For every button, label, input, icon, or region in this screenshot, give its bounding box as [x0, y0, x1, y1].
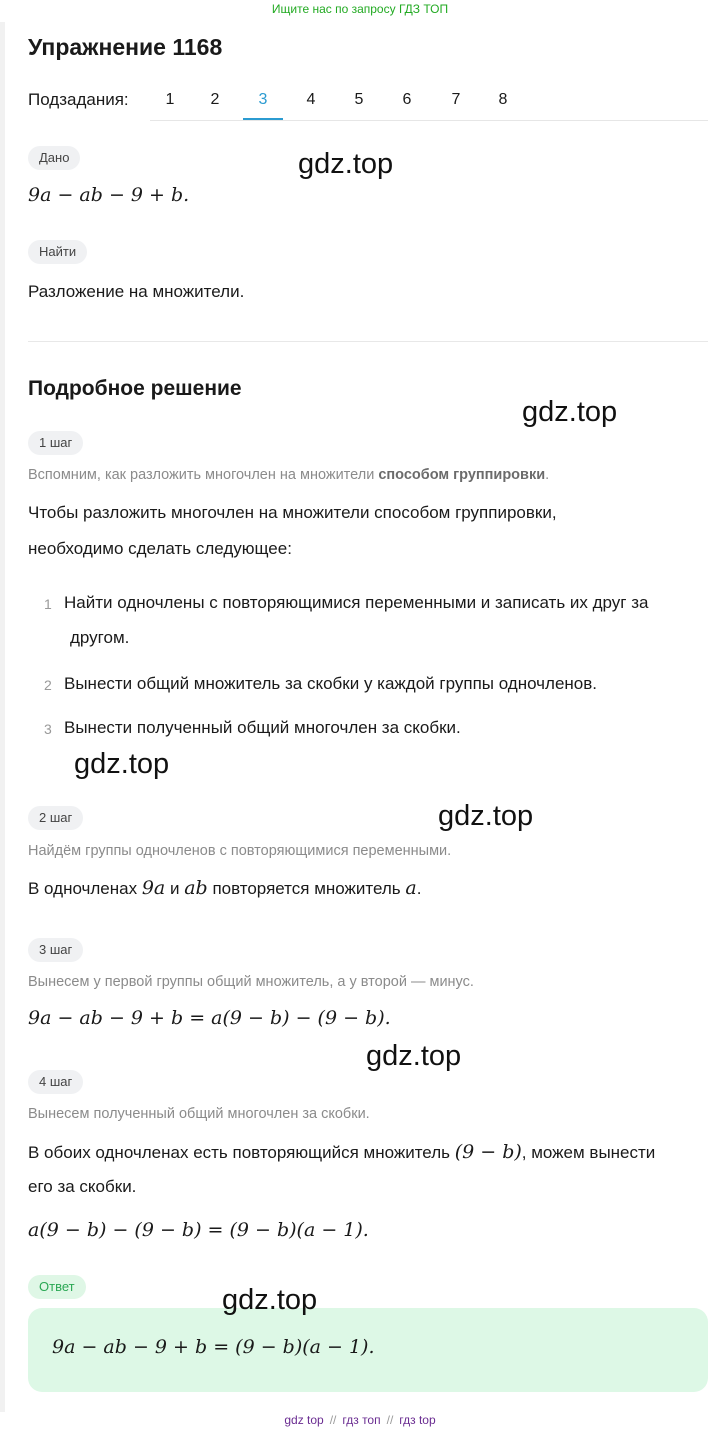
footer — [0, 1413, 720, 1427]
subtasks-tabs — [150, 82, 708, 121]
step-4-expression — [28, 1219, 369, 1241]
watermark: gdz.top — [74, 748, 170, 780]
list-item-number: 1 — [44, 596, 52, 612]
step-3-pill: 3 шаг — [28, 938, 83, 962]
list-item-3: Вынести полученный общий многочлен за скобки. — [64, 718, 461, 737]
step-4-text — [28, 1141, 708, 1163]
given-expression-text: 9a − ab − 9 + b. — [28, 184, 190, 206]
step-1-line-1: Чтобы разложить многочлен на множители способом группировки, — [28, 503, 557, 522]
footer-link-2[interactable]: гдз топ — [342, 1413, 381, 1427]
watermark: gdz.top — [222, 1284, 318, 1316]
step-4-pill: 4 шаг — [28, 1070, 83, 1094]
answer-pill: Ответ — [28, 1275, 86, 1299]
step-1-line-2: необходимо сделать следующее: — [28, 539, 292, 558]
step-3-hint: Вынесем у первой группы общий множитель, а у второй — минус. — [28, 974, 474, 990]
left-border — [0, 22, 5, 1412]
step-4-text-b: , можем вынести — [521, 1143, 656, 1162]
tab-8[interactable]: 8 — [498, 91, 508, 108]
given-pill: Дано — [28, 146, 80, 170]
list-item-1-line-2: другом. — [70, 628, 130, 647]
solution-title: Подробное решение — [28, 377, 242, 400]
footer-link-3[interactable]: гдз top — [399, 1413, 436, 1427]
step-2-text-d: . — [416, 879, 422, 898]
list-item-1-line-1: Найти одночлены с повторяющимися переменными и записать их друг за — [64, 593, 649, 612]
find-text: Разложение на множители. — [28, 282, 245, 301]
step-1-hint-text: Вспомним, как разложить многочлен на множители — [28, 467, 379, 483]
step-2-text-c: повторяется множитель — [207, 879, 406, 898]
tab-6[interactable]: 6 — [402, 91, 412, 108]
step-1-hint-bold: способом группировки — [378, 467, 546, 483]
step-3-expression — [28, 1007, 391, 1029]
tab-4[interactable]: 4 — [306, 91, 316, 108]
step-4-line-2: его за скобки. — [28, 1177, 137, 1196]
watermark: gdz.top — [298, 148, 394, 180]
list-item-number: 2 — [44, 677, 52, 693]
footer-link-1[interactable]: gdz top — [284, 1413, 324, 1427]
tab-7[interactable]: 7 — [451, 91, 461, 108]
watermark: gdz.top — [438, 800, 534, 832]
step-4-math-1: (9 − b) — [454, 1141, 522, 1163]
step-2-text-b: и — [165, 879, 185, 898]
step-2-math-2: ab — [184, 877, 208, 899]
step-2-math-3: a — [405, 877, 417, 899]
step-2-pill: 2 шаг — [28, 806, 83, 830]
watermark: gdz.top — [366, 1040, 462, 1072]
answer-expression — [52, 1336, 375, 1358]
answer-expression-text: 9a − ab − 9 + b = (9 − b)(a − 1). — [52, 1336, 375, 1358]
tab-5[interactable]: 5 — [354, 91, 364, 108]
tab-3[interactable]: 3 — [243, 82, 283, 120]
watermark: gdz.top — [522, 396, 618, 428]
step-4-text-a: В обоих одночленах есть повторяющийся множитель — [28, 1143, 455, 1162]
step-2-hint: Найдём группы одночленов с повторяющимися переменными. — [28, 843, 452, 859]
step-2-math-1: 9a — [141, 877, 166, 899]
answer-box — [28, 1308, 708, 1392]
find-pill: Найти — [28, 240, 87, 264]
step-4-expression-text: a(9 − b) − (9 − b) = (9 − b)(a − 1). — [28, 1219, 369, 1241]
list-item-2: Вынести общий множитель за скобки у каждой группы одночленов. — [64, 674, 598, 693]
tab-1[interactable]: 1 — [165, 91, 175, 108]
subtasks-label: Подзадания: — [28, 90, 129, 109]
step-1-hint-end: . — [545, 467, 550, 483]
step-3-expression-text: 9a − ab − 9 + b = a(9 − b) − (9 − b). — [28, 1007, 391, 1029]
top-banner[interactable]: Ищите нас по запросу ГДЗ ТОП — [271, 2, 449, 16]
footer-separator: // — [329, 1413, 337, 1427]
step-1-pill: 1 шаг — [28, 431, 83, 455]
list-item-number: 3 — [44, 721, 52, 737]
given-expression — [28, 184, 189, 206]
step-4-hint: Вынесем полученный общий многочлен за скобки. — [28, 1106, 370, 1122]
footer-separator: // — [386, 1413, 394, 1427]
step-1-hint — [28, 467, 708, 483]
tab-2[interactable]: 2 — [210, 91, 220, 108]
divider — [28, 341, 708, 342]
page-title: Упражнение 1168 — [28, 34, 223, 60]
step-2-text-a: В одночленах — [28, 879, 142, 898]
step-2-text — [28, 877, 708, 899]
